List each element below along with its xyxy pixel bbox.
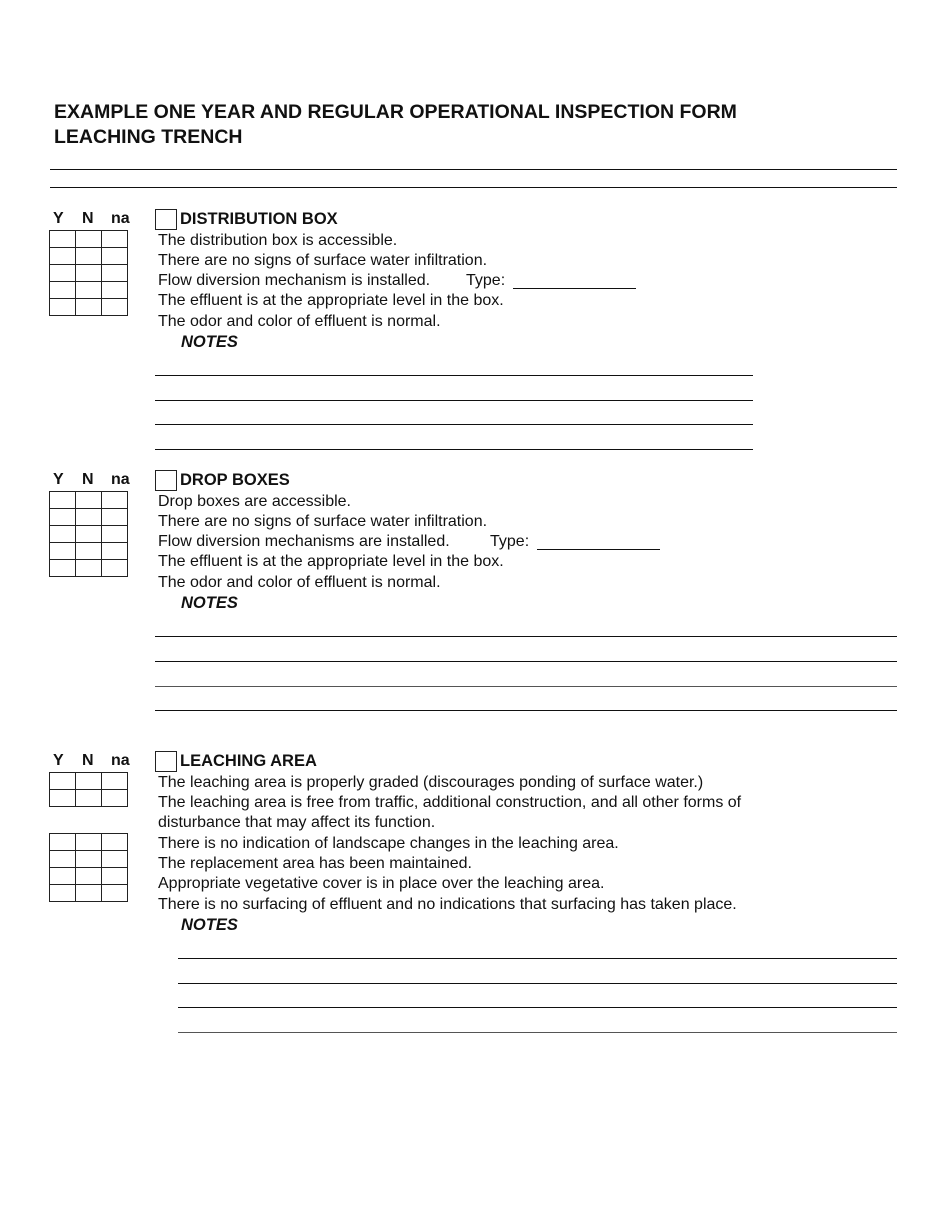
yes-checkbox[interactable]: [50, 282, 76, 299]
type-input-line[interactable]: [537, 549, 660, 550]
na-checkbox[interactable]: [102, 299, 128, 316]
no-checkbox[interactable]: [76, 790, 102, 807]
na-checkbox[interactable]: [102, 834, 128, 851]
checklist-row: [50, 773, 128, 790]
type-input-line[interactable]: [513, 288, 636, 289]
na-checkbox[interactable]: [102, 248, 128, 265]
notes-line[interactable]: [155, 661, 897, 662]
drop-boxes-checkbox-grid: [49, 491, 128, 577]
na-checkbox[interactable]: [102, 773, 128, 790]
no-checkbox[interactable]: [76, 231, 102, 248]
notes-line[interactable]: [178, 1032, 897, 1033]
form-title: [54, 100, 737, 150]
yes-checkbox[interactable]: [50, 231, 76, 248]
yes-checkbox[interactable]: [50, 560, 76, 577]
checklist-row: [50, 543, 128, 560]
na-checkbox[interactable]: [102, 790, 128, 807]
na-checkbox[interactable]: [102, 526, 128, 543]
yes-column-header: Y: [53, 210, 64, 227]
drop-boxes-section-checkbox[interactable]: [155, 470, 177, 491]
na-column-header: na: [111, 752, 130, 769]
no-checkbox[interactable]: [76, 248, 102, 265]
yes-checkbox[interactable]: [50, 834, 76, 851]
checklist-item: There is no surfacing of effluent and no indications that surfacing has taken place.: [158, 896, 737, 913]
checklist-row: [50, 868, 128, 885]
na-checkbox[interactable]: [102, 492, 128, 509]
yes-checkbox[interactable]: [50, 885, 76, 902]
checklist-item: The effluent is at the appropriate level in the box.: [158, 553, 504, 570]
checklist-item: The odor and color of effluent is normal.: [158, 313, 441, 330]
no-column-header: N: [82, 210, 94, 227]
type-label: Type:: [490, 533, 530, 550]
checklist-item: Flow diversion mechanisms are installed.: [158, 533, 450, 550]
checklist-row: [50, 492, 128, 509]
notes-line[interactable]: [155, 686, 897, 687]
checklist-item: There are no signs of surface water infiltration.: [158, 252, 488, 269]
checklist-item: The distribution box is accessible.: [158, 232, 398, 249]
leaching-area-title: LEACHING AREA: [180, 752, 317, 770]
na-column-header: na: [111, 471, 130, 488]
notes-label: NOTES: [181, 333, 238, 351]
no-checkbox[interactable]: [76, 560, 102, 577]
checklist-item: Appropriate vegetative cover is in place over the leaching area.: [158, 875, 605, 892]
yes-checkbox[interactable]: [50, 851, 76, 868]
no-checkbox[interactable]: [76, 543, 102, 560]
na-checkbox[interactable]: [102, 543, 128, 560]
yes-checkbox[interactable]: [50, 299, 76, 316]
yes-checkbox[interactable]: [50, 868, 76, 885]
distribution-box-section-checkbox[interactable]: [155, 209, 177, 230]
checklist-row: [50, 851, 128, 868]
checklist-row: [50, 282, 128, 299]
no-checkbox[interactable]: [76, 868, 102, 885]
checklist-item: The leaching area is properly graded (discourages ponding of surface water.): [158, 774, 704, 791]
checklist-item: Flow diversion mechanism is installed.: [158, 272, 431, 289]
leaching-area-checkbox-grid-bottom: [49, 833, 128, 902]
na-column-header: na: [111, 210, 130, 227]
checklist-item: Drop boxes are accessible.: [158, 493, 351, 510]
yes-checkbox[interactable]: [50, 265, 76, 282]
na-checkbox[interactable]: [102, 851, 128, 868]
notes-label: NOTES: [181, 916, 238, 934]
yes-checkbox[interactable]: [50, 790, 76, 807]
checklist-item: There is no indication of landscape changes in the leaching area.: [158, 835, 619, 852]
no-checkbox[interactable]: [76, 526, 102, 543]
notes-line[interactable]: [155, 636, 897, 637]
na-checkbox[interactable]: [102, 885, 128, 902]
no-checkbox[interactable]: [76, 265, 102, 282]
checklist-item: The replacement area has been maintained.: [158, 855, 472, 872]
no-column-header: N: [82, 471, 94, 488]
na-checkbox[interactable]: [102, 560, 128, 577]
no-checkbox[interactable]: [76, 851, 102, 868]
notes-label: NOTES: [181, 594, 238, 612]
notes-line[interactable]: [155, 710, 897, 711]
yes-checkbox[interactable]: [50, 492, 76, 509]
yes-column-header: Y: [53, 471, 64, 488]
yes-checkbox[interactable]: [50, 773, 76, 790]
type-label: Type:: [466, 272, 506, 289]
checklist-item: The effluent is at the appropriate level in the box.: [158, 292, 504, 309]
checklist-row: [50, 560, 128, 577]
notes-line[interactable]: [178, 958, 897, 959]
checklist-row: [50, 248, 128, 265]
yes-checkbox[interactable]: [50, 248, 76, 265]
checklist-row: [50, 790, 128, 807]
leaching-area-checkbox-grid-top: [49, 772, 128, 807]
header-rule-bottom: [50, 187, 897, 188]
checklist-row: [50, 231, 128, 248]
checklist-item: The leaching area is free from traffic, additional construction, and all other forms of disturbance that may affect its function.: [158, 794, 742, 831]
header-rule-top: [50, 169, 897, 170]
drop-boxes-title: DROP BOXES: [180, 471, 290, 489]
checklist-row: [50, 265, 128, 282]
leaching-area-section-checkbox[interactable]: [155, 751, 177, 772]
yes-checkbox[interactable]: [50, 526, 76, 543]
distribution-box-checkbox-grid: [49, 230, 128, 316]
yes-column-header: Y: [53, 752, 64, 769]
no-checkbox[interactable]: [76, 299, 102, 316]
form-title-line-1: EXAMPLE ONE YEAR AND REGULAR OPERATIONAL INSPECTION FORM: [54, 101, 737, 123]
no-column-header: N: [82, 752, 94, 769]
na-checkbox[interactable]: [102, 265, 128, 282]
no-checkbox[interactable]: [76, 834, 102, 851]
notes-line[interactable]: [155, 400, 753, 401]
na-checkbox[interactable]: [102, 231, 128, 248]
no-checkbox[interactable]: [76, 773, 102, 790]
form-title-line-2: LEACHING TRENCH: [54, 126, 243, 148]
no-checkbox[interactable]: [76, 885, 102, 902]
no-checkbox[interactable]: [76, 492, 102, 509]
notes-line[interactable]: [155, 375, 753, 376]
distribution-box-title: DISTRIBUTION BOX: [180, 210, 338, 228]
na-checkbox[interactable]: [102, 282, 128, 299]
checklist-item: The odor and color of effluent is normal.: [158, 574, 441, 591]
no-checkbox[interactable]: [76, 282, 102, 299]
yes-checkbox[interactable]: [50, 543, 76, 560]
checklist-row: [50, 834, 128, 851]
checklist-row: [50, 509, 128, 526]
na-checkbox[interactable]: [102, 868, 128, 885]
checklist-row: [50, 885, 128, 902]
no-checkbox[interactable]: [76, 509, 102, 526]
checklist-item: There are no signs of surface water infiltration.: [158, 513, 488, 530]
notes-line[interactable]: [178, 983, 897, 984]
notes-line[interactable]: [155, 424, 753, 425]
checklist-row: [50, 526, 128, 543]
notes-line[interactable]: [155, 449, 753, 450]
yes-checkbox[interactable]: [50, 509, 76, 526]
notes-line[interactable]: [178, 1007, 897, 1008]
checklist-row: [50, 299, 128, 316]
na-checkbox[interactable]: [102, 509, 128, 526]
